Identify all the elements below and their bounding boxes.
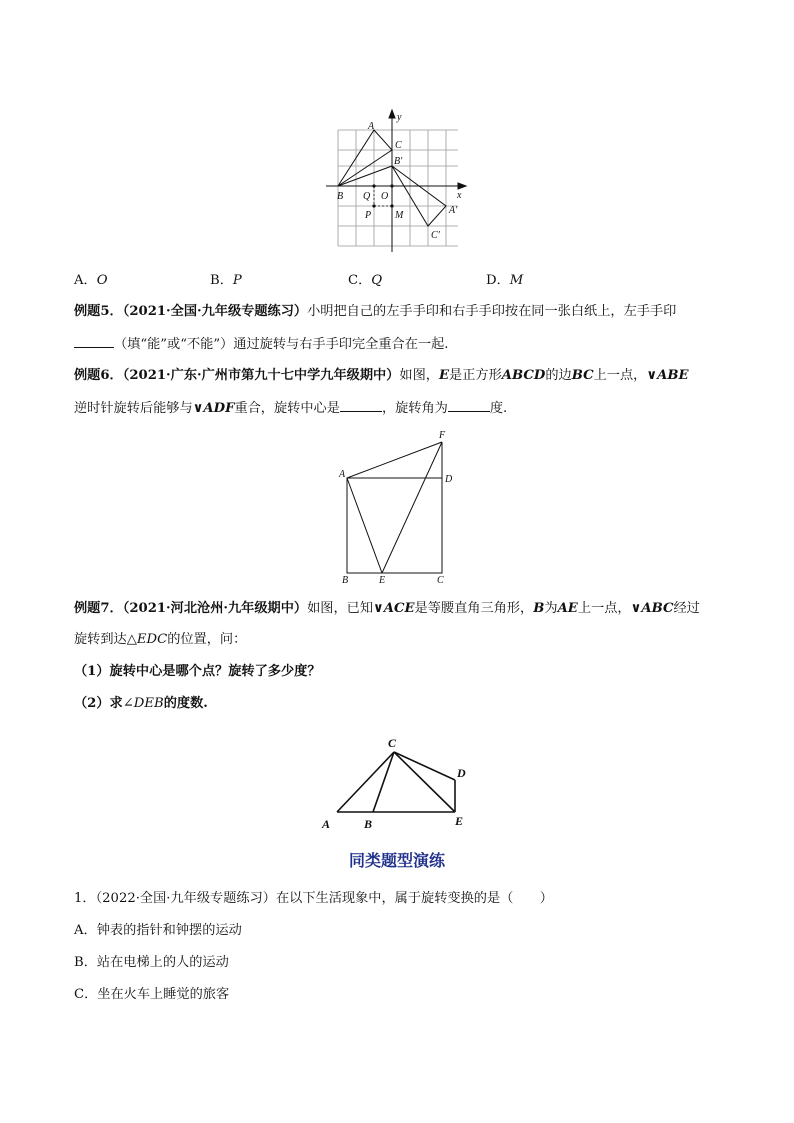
label-E: E bbox=[379, 575, 386, 586]
label-Aprime: A′ bbox=[449, 205, 458, 216]
label-x: x bbox=[457, 190, 462, 201]
answer-blank[interactable] bbox=[74, 334, 114, 348]
option-c: C．Q bbox=[348, 273, 383, 288]
ex6-line1: 例题6．（2021·广东·广州市第九十七中学九年级期中）如图，E是正方形ABCD的边BC上一点，∨ABE bbox=[74, 368, 689, 383]
figure-triangle bbox=[315, 730, 475, 835]
figure-grid-rotation bbox=[320, 104, 470, 254]
label-C: C bbox=[437, 575, 444, 586]
figure-square bbox=[330, 426, 460, 588]
label-A: A bbox=[322, 817, 331, 831]
label-C: C bbox=[395, 140, 402, 151]
label-y: y bbox=[397, 112, 402, 123]
option-d: D．M bbox=[486, 273, 524, 288]
label-D: D bbox=[445, 474, 453, 485]
ex5-line1: 例题5．（2021·全国·九年级专题练习）小明把自己的左手手印和右手手印按在同一张白纸上，左手手印 bbox=[74, 304, 677, 319]
label-P: P bbox=[365, 210, 372, 221]
label-Cprime: C′ bbox=[431, 230, 440, 241]
label-Bprime: B′ bbox=[394, 156, 403, 167]
ex7-q1: （1）旋转中心是哪个点？旋转了多少度？ bbox=[74, 664, 321, 679]
label-A: A bbox=[339, 469, 346, 480]
label-B: B bbox=[364, 817, 373, 831]
label-C: C bbox=[388, 736, 397, 750]
ex6-line2: 逆时针旋转后能够与∨ADF重合，旋转中心是 ，旋转角为 度. bbox=[74, 398, 507, 419]
answer-blank-center[interactable] bbox=[340, 398, 382, 412]
answer-blank-angle[interactable] bbox=[448, 398, 490, 412]
p1-option-b: B．站在电梯上的人的运动 bbox=[74, 955, 229, 970]
ex5-line2: （填“能”或“不能”）通过旋转与右手手印完全重合在一起. bbox=[74, 334, 448, 355]
option-a: A．O bbox=[74, 273, 108, 288]
option-b: B．P bbox=[210, 273, 242, 288]
label-Q: Q bbox=[363, 191, 371, 202]
label-E: E bbox=[455, 814, 464, 828]
ex7-q2: （2）求∠DEB的度数. bbox=[74, 696, 208, 711]
label-M: M bbox=[395, 210, 404, 221]
axes bbox=[326, 110, 466, 252]
label-B: B bbox=[337, 191, 344, 202]
ex7-line1: 例题7．（2021·河北沧州·九年级期中）如图，已知∨ACE是等腰直角三角形，B为AE上一点，∨ABC经过 bbox=[74, 601, 700, 616]
label-A: A bbox=[368, 121, 375, 132]
section-heading: 同类题型演练 bbox=[348, 851, 445, 870]
p1-stem: 1．（2022·全国·九年级专题练习）在以下生活现象中，属于旋转变换的是（ ） bbox=[74, 891, 553, 906]
p1-option-a: A．钟表的指针和钟摆的运动 bbox=[74, 923, 242, 938]
label-O: O bbox=[381, 191, 389, 202]
ex7-line2: 旋转到达△EDC的位置，问： bbox=[74, 632, 247, 647]
label-D: D bbox=[457, 766, 466, 780]
label-F: F bbox=[439, 430, 446, 441]
label-B: B bbox=[342, 575, 349, 586]
p1-option-c: C．坐在火车上睡觉的旅客 bbox=[74, 987, 230, 1002]
